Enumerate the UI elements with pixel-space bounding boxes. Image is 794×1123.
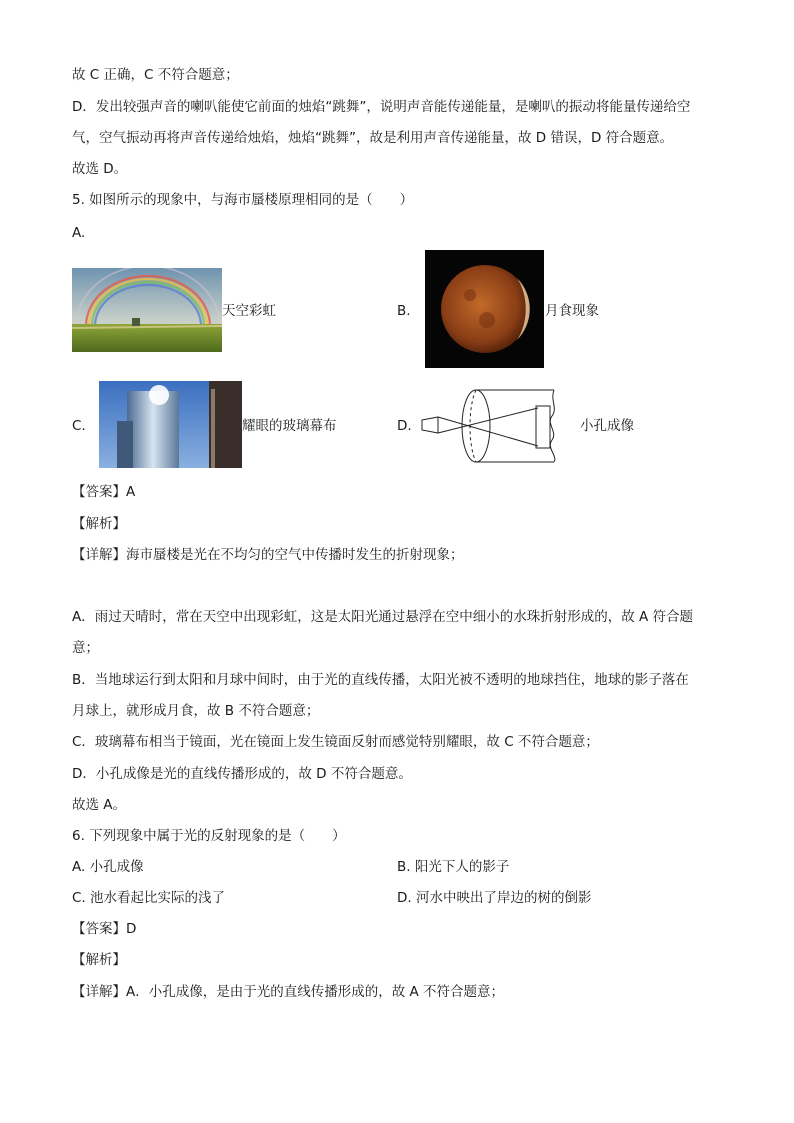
q5-explain-c: C．玻璃幕布相当于镜面，光在镜面上发生镜面反射而感觉特别耀眼，故 C 不符合题意； xyxy=(72,734,599,750)
rainbow-image xyxy=(72,268,222,352)
q5-stem: 5. 如图所示的现象中，与海市蜃楼原理相同的是（ ） xyxy=(72,192,414,208)
q5-choose: 故选 A。 xyxy=(72,797,127,813)
option-a-caption: 天空彩虹 xyxy=(222,303,276,319)
option-c-letter: C. xyxy=(72,418,86,434)
glass-curtain-wall-image xyxy=(99,381,242,468)
prev-line-3: 气，空气振动再将声音传递给烛焰，烛焰“跳舞”，故是利用声音传递能量，故 D 错误，D 符合题意。 xyxy=(72,130,674,146)
option-b-caption: 月食现象 xyxy=(545,303,599,319)
q5-explain-b-line-2: 月球上，就形成月食，故 B 不符合题意； xyxy=(72,703,320,719)
q6-option-d: D. 河水中映出了岸边的树的倒影 xyxy=(397,890,592,906)
q6-detail: 【详解】A．小孔成像，是由于光的直线传播形成的，故 A 不符合题意； xyxy=(72,984,505,1000)
prev-line-2: D．发出较强声音的喇叭能使它前面的烛焰“跳舞”，说明声音能传递能量，是喇叭的振动将能量传递给空 xyxy=(72,99,691,115)
q6-option-b: B. 阳光下人的影子 xyxy=(397,859,510,875)
q6-analysis-label: 【解析】 xyxy=(72,952,126,968)
pinhole-camera-diagram xyxy=(418,386,580,466)
q5-answer: 【答案】A xyxy=(72,484,136,500)
q5-option-a-letter: A. xyxy=(72,225,86,241)
q5-explain-d: D．小孔成像是光的直线传播形成的，故 D 不符合题意。 xyxy=(72,766,412,782)
option-d-letter: D. xyxy=(397,418,412,434)
lunar-eclipse-image xyxy=(425,250,544,368)
q5-explain-b-line-1: B．当地球运行到太阳和月球中间时，由于光的直线传播，太阳光被不透明的地球挡住，地球的影子落在 xyxy=(72,672,689,688)
q5-detail: 【详解】海市蜃楼是光在不均匀的空气中传播时发生的折射现象； xyxy=(72,547,464,563)
option-c-caption: 耀眼的玻璃幕布 xyxy=(242,418,337,434)
q5-explain-a-line-1: A．雨过天晴时，常在天空中出现彩虹，这是太阳光通过悬浮在空中细小的水珠折射形成的，故 A 符合题 xyxy=(72,609,694,625)
q6-stem: 6. 下列现象中属于光的反射现象的是（ ） xyxy=(72,828,346,844)
prev-line-1: 故 C 正确，C 不符合题意； xyxy=(72,67,239,83)
q6-option-c: C. 池水看起比实际的浅了 xyxy=(72,890,226,906)
prev-line-4: 故选 D。 xyxy=(72,161,128,177)
q5-analysis-label: 【解析】 xyxy=(72,516,126,532)
q5-explain-a-line-2: 意； xyxy=(72,640,99,656)
q6-option-a: A. 小孔成像 xyxy=(72,859,144,875)
option-d-caption: 小孔成像 xyxy=(580,418,634,434)
q6-answer: 【答案】D xyxy=(72,921,137,937)
option-b-letter: B. xyxy=(397,303,411,319)
